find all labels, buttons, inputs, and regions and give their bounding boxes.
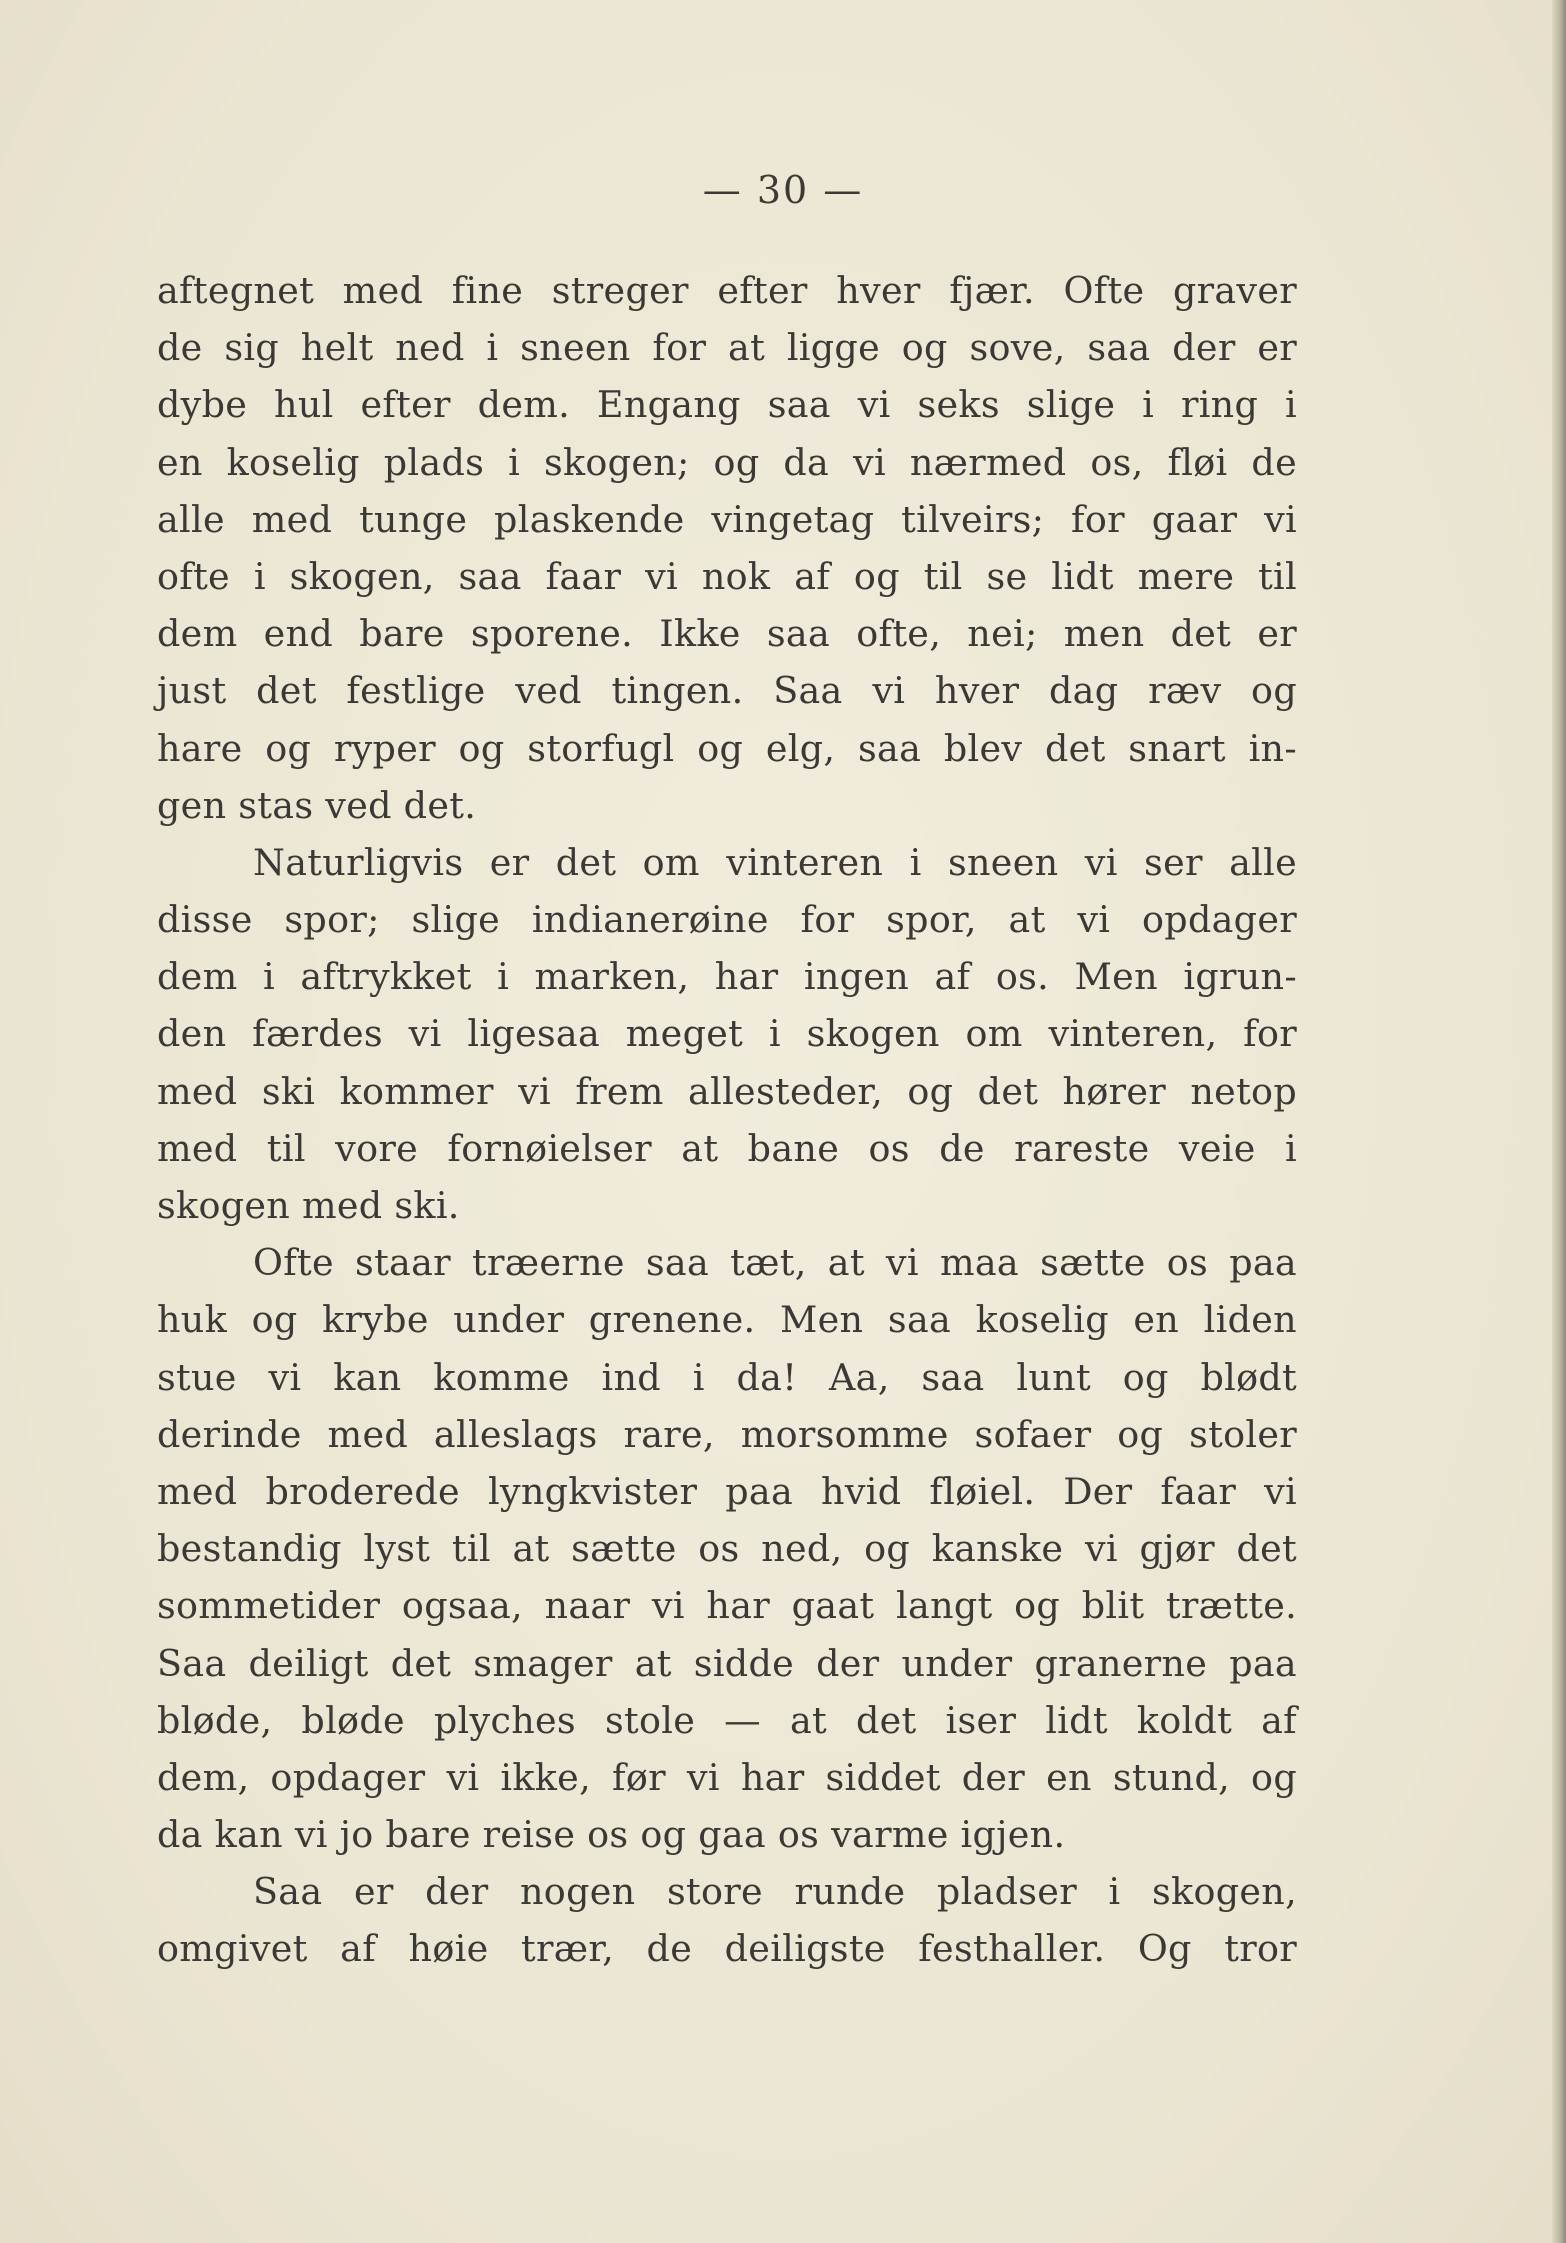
text-line: ofte i skogen, saa faar vi nok af og til se lidt mere til: [157, 554, 1297, 598]
text-line: med ski kommer vi frem allesteder, og det hører netop: [157, 1069, 1297, 1113]
text-line: dem i aftrykket i marken, har ingen af os. Men igrun-: [157, 955, 1297, 999]
text-line: dybe hul efter dem. Engang saa vi seks slige i ring i: [157, 383, 1297, 427]
text-line: disse spor; slige indianerøine for spor, at vi opdager: [157, 898, 1297, 942]
paragraph-start-line: Naturligvis er det om vinteren i sneen vi ser alle: [253, 840, 1297, 884]
text-line: just det festlige ved tingen. Saa vi hver dag ræv og: [157, 669, 1297, 713]
paragraph-start-line: Ofte staar træerne saa tæt, at vi maa sætte os paa: [253, 1241, 1297, 1285]
text-line: bløde, bløde plyches stole — at det iser lidt koldt af: [157, 1698, 1297, 1742]
text-line: med broderede lyngkvister paa hvid fløiel. Der faar vi: [157, 1469, 1297, 1513]
text-line: dem, opdager vi ikke, før vi har siddet der en stund, og: [157, 1755, 1297, 1799]
text-line: sommetider ogsaa, naar vi har gaat langt og blit trætte.: [157, 1584, 1297, 1628]
text-line: gen stas ved det.: [157, 783, 477, 827]
page-edge-shadow: [1552, 0, 1566, 2243]
paragraph-start-line: Saa er der nogen store runde pladser i skogen,: [253, 1870, 1297, 1914]
text-line: huk og krybe under grenene. Men saa koselig en liden: [157, 1298, 1297, 1342]
text-line: de sig helt ned i sneen for at ligge og sove, saa der er: [157, 326, 1297, 370]
text-line: omgivet af høie trær, de deiligste festhaller. Og tror: [157, 1927, 1297, 1971]
text-line: Saa deiligt det smager at sidde der under granerne paa: [157, 1641, 1297, 1685]
page-number: — 30 —: [702, 168, 864, 212]
text-line: med til vore fornøielser at bane os de rareste veie i: [157, 1126, 1297, 1170]
text-line: alle med tunge plaskende vingetag tilveirs; for gaar vi: [157, 497, 1297, 541]
text-line: den færdes vi ligesaa meget i skogen om vinteren, for: [157, 1012, 1297, 1056]
text-line: skogen med ski.: [157, 1184, 460, 1227]
text-line: stue vi kan komme ind i da! Aa, saa lunt og blødt: [157, 1355, 1297, 1399]
text-line: bestandig lyst til at sætte os ned, og kanske vi gjør det: [157, 1527, 1297, 1571]
body-text: [157, 262, 1297, 1978]
text-line: en koselig plads i skogen; og da vi nærmed os, fløi de: [157, 440, 1297, 484]
text-line: hare og ryper og storfugl og elg, saa blev det snart in-: [157, 726, 1297, 770]
text-line: aftegnet med fine streger efter hver fjær. Ofte graver: [157, 269, 1297, 312]
text-line: dem end bare sporene. Ikke saa ofte, nei; men det er: [157, 612, 1297, 656]
text-line: da kan vi jo bare reise os og gaa os varme igjen.: [157, 1813, 1066, 1857]
text-line: derinde med alleslags rare, morsomme sofaer og stoler: [157, 1412, 1297, 1456]
